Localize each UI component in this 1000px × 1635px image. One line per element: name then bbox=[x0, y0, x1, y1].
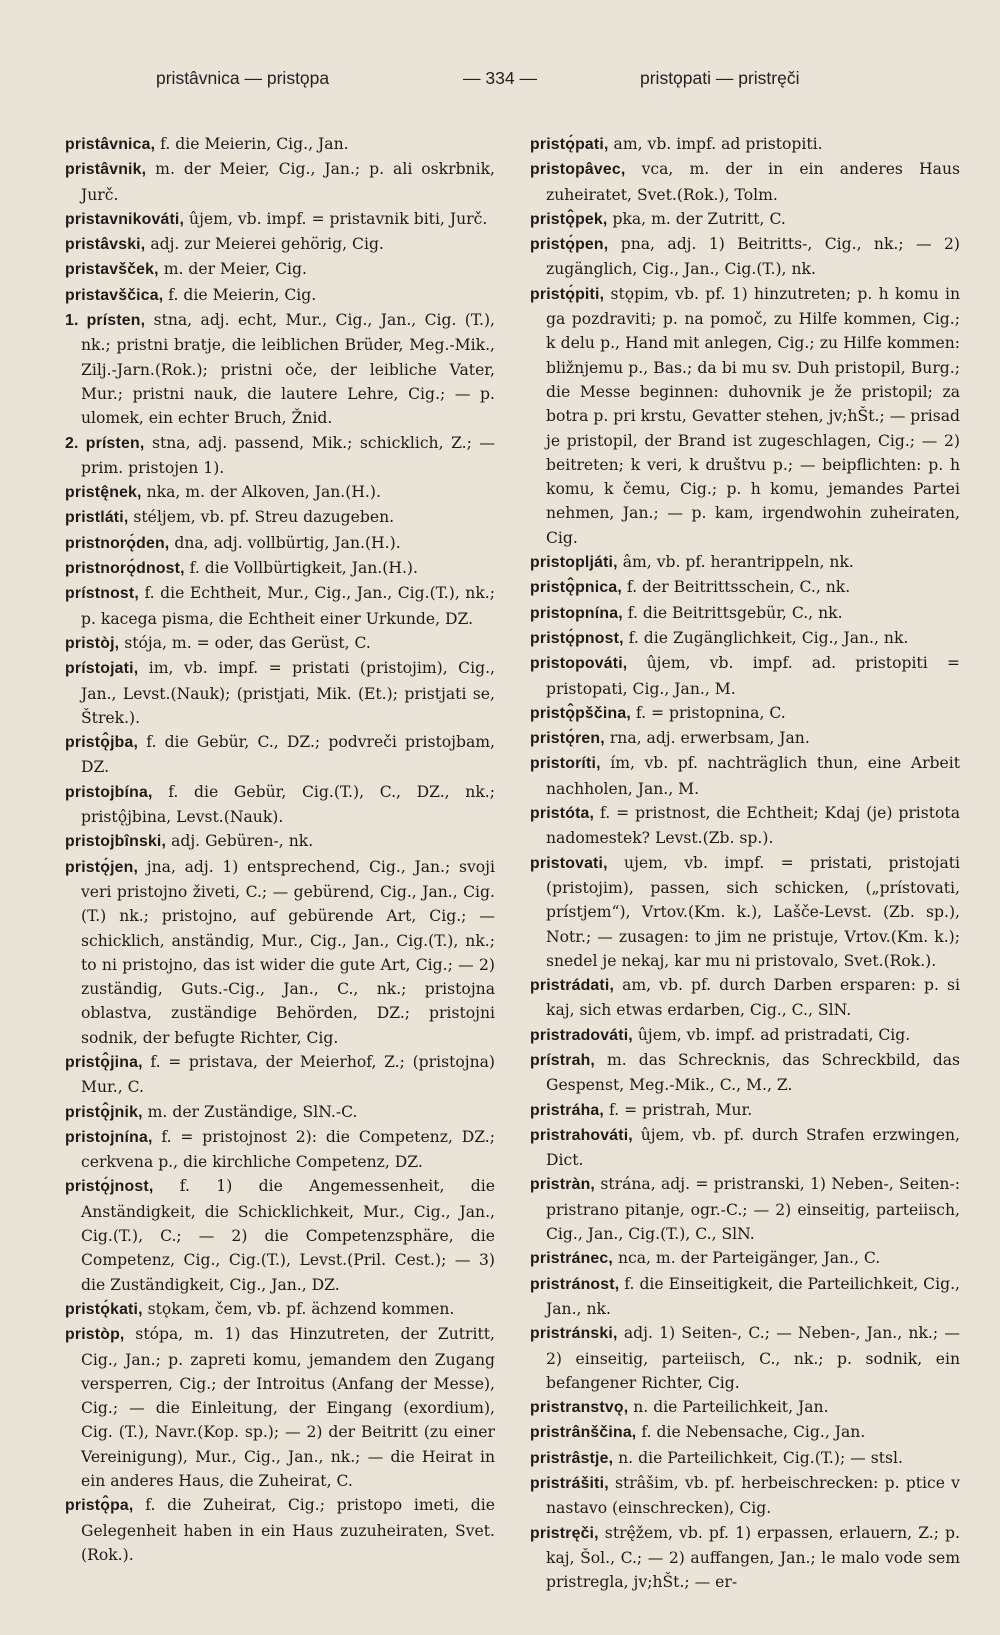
dictionary-entry bbox=[65, 207, 495, 232]
dictionary-entry bbox=[530, 1521, 960, 1595]
entry-definition: ûjem, vb. impf. ad pristradati, Cig. bbox=[632, 1025, 911, 1044]
dictionary-entry bbox=[530, 1246, 960, 1271]
dictionary-entry bbox=[530, 626, 960, 651]
dictionary-entry bbox=[65, 531, 495, 556]
entry-headword: pristǫ́kati, bbox=[65, 1300, 143, 1318]
dictionary-entry bbox=[530, 851, 960, 973]
entry-definition: ujem, vb. impf. = pristati, pristojati (pristojim), passen, sich schicken, („prístovati, prístjem“), Vrtov.(Km. k.), Lašče-Levst. (Zb. sp.), Notr.; — zusagen: to jim ne pristuje, Vrtov.(Km. k.); snedel je nekaj, kar mu ni pristovalo, Svet.(Rok.). bbox=[546, 853, 960, 970]
entry-headword: pristránski, bbox=[530, 1325, 618, 1343]
entry-definition: stója, m. = oder, das Gerüst, C. bbox=[119, 633, 371, 652]
dictionary-entry bbox=[65, 730, 495, 780]
entry-headword: prístnost, bbox=[65, 585, 139, 603]
dictionary-entry bbox=[530, 1321, 960, 1395]
dictionary-entry bbox=[65, 631, 495, 656]
dictionary-entry bbox=[530, 651, 960, 701]
dictionary-entry bbox=[65, 1174, 495, 1296]
entry-definition: adj. 1) Seiten-, C.; — Neben-, Jan., nk.; — 2) einseitig, parteiisch, C., nk.; p. sodnik, ein befangener Richter, Cig. bbox=[546, 1324, 960, 1392]
entry-definition: f. die Zugänglichkeit, Cig., Jan., nk. bbox=[623, 628, 909, 647]
entry-definition: dna, adj. vollbürtig, Jan.(H.). bbox=[169, 533, 401, 552]
dictionary-entry bbox=[65, 656, 495, 730]
entry-headword: pristnorǫ́dnost, bbox=[65, 560, 185, 578]
entry-definition: adj. Gebüren-, nk. bbox=[166, 832, 314, 851]
dictionary-entry bbox=[65, 855, 495, 1050]
entry-headword: pristavšček, bbox=[65, 261, 159, 279]
entry-headword: pristavnikováti, bbox=[65, 210, 185, 228]
dictionary-entry bbox=[530, 1172, 960, 1246]
entry-definition: f. die Meierin, Cig. bbox=[163, 285, 317, 304]
entry-headword: pristojbína, bbox=[65, 783, 153, 801]
dictionary-entry bbox=[65, 283, 495, 308]
entry-headword: prístrah, bbox=[530, 1051, 596, 1069]
dictionary-entry bbox=[530, 282, 960, 550]
entry-definition: strę̂žem, vb. pf. 1) erpassen, erlauern, Z.; p. kaj, Šol., C.; — 2) auffangen, Jan.; le malo vode sem pristregla, jv;hŠt.; — er- bbox=[546, 1523, 960, 1592]
entry-definition: f. die Gebür, Cig.(T.), C., DZ., nk.; pristǫ̂jbina, Levst.(Nauk). bbox=[81, 782, 495, 827]
entry-definition: f. die Echtheit, Mur., Cig., Jan., Cig.(T.), nk.; p. kacega pisma, die Echtheit einer Urkunde, DZ. bbox=[81, 584, 495, 628]
entry-headword: 2. prísten, bbox=[65, 434, 145, 452]
entry-definition: m. der Meier, Cig. bbox=[158, 260, 307, 279]
entry-definition: m. der Zuständige, SlN.-C. bbox=[142, 1102, 358, 1121]
entry-headword: pristránec, bbox=[530, 1250, 613, 1268]
entry-definition: n. die Parteilichkeit, Cig.(T.); — stsl. bbox=[613, 1448, 903, 1467]
dictionary-entry bbox=[65, 581, 495, 631]
entry-definition: f. die Einseitigkeit, die Parteilichkeit, Cig., Jan., nk. bbox=[546, 1274, 960, 1318]
entry-headword: 1. prísten, bbox=[65, 312, 146, 330]
entry-headword: pristopâvec, bbox=[530, 161, 626, 179]
entry-definition: ûjem, vb. impf. ad. pristopiti = pristopati, Cig., Jan., M. bbox=[546, 654, 960, 698]
dictionary-entry bbox=[530, 701, 960, 726]
dictionary-entry bbox=[65, 829, 495, 854]
entry-headword: pristǫ́jen, bbox=[65, 858, 139, 876]
entry-definition: f. = pristava, der Meierhof, Z.; (pristojna) Mur., C. bbox=[81, 1052, 495, 1097]
entry-definition: f. 1) die Angemessenheit, die Anständigkeit, die Schicklichkeit, Mur., Cig., Jan., Cig.(T.), C.; — 2) die Competenzsphäre, die Competenz, Cig., Cig.(T.), Levst.(Pril. Cest.); — 3) die Zuständigkeit, Cig., Jan., DZ. bbox=[81, 1177, 495, 1294]
entry-headword: pristojbînski, bbox=[65, 833, 167, 851]
header-left-guide: pristâvnica — pristǫpa bbox=[156, 68, 330, 88]
entry-headword: pristǫ́pati, bbox=[530, 136, 609, 153]
entry-headword: pristâvski, bbox=[65, 236, 146, 254]
entry-headword: pristóta, bbox=[530, 805, 595, 823]
entry-definition: f. die Gebür, C., DZ.; podvreči pristojbam, DZ. bbox=[81, 733, 495, 777]
dictionary-entry bbox=[65, 1100, 495, 1125]
entry-headword: pristǫ̂jina, bbox=[65, 1053, 143, 1071]
dictionary-entry bbox=[530, 1471, 960, 1521]
dictionary-entry bbox=[530, 1272, 960, 1322]
dictionary-entry bbox=[530, 1123, 960, 1173]
entry-definition: m. das Schrecknis, das Schreckbild, das Gespenst, Meg.-Mik., C., M., Z. bbox=[546, 1050, 960, 1095]
entry-headword: pristǫ́pnost, bbox=[530, 629, 624, 647]
entry-definition: f. = pristrah, Mur. bbox=[604, 1100, 753, 1119]
entry-headword: pristrášiti, bbox=[530, 1475, 609, 1493]
dictionary-entry bbox=[530, 232, 960, 282]
entry-definition: âm, vb. pf. herantrippeln, nk. bbox=[617, 553, 854, 572]
entry-headword: pristòp, bbox=[65, 1326, 125, 1344]
entry-definition: pna, adj. 1) Beitritts-, Cig., nk.; — 2) zugänglich, Cig., Jan., Cig.(T.), nk. bbox=[546, 235, 960, 279]
entry-headword: pristráha, bbox=[530, 1101, 604, 1119]
entry-definition: f. = pristnost, die Echtheit; Kdaj (je) pristota nadomestek? Levst.(Zb. sp.). bbox=[546, 804, 960, 848]
dictionary-entry bbox=[530, 801, 960, 851]
entry-headword: pristǫ̂pa, bbox=[65, 1497, 134, 1515]
dictionary-entry bbox=[65, 556, 495, 581]
dictionary-entry bbox=[530, 1098, 960, 1123]
dictionary-entry bbox=[65, 1050, 495, 1100]
entry-headword: pristláti, bbox=[65, 509, 129, 527]
dictionary-entry bbox=[530, 751, 960, 801]
dictionary-entry bbox=[65, 232, 495, 257]
entry-definition: pka, m. der Zutritt, C. bbox=[607, 209, 786, 228]
entry-definition: f. der Beitrittsschein, C., nk. bbox=[621, 578, 851, 597]
entry-headword: pristǫ́jnost, bbox=[65, 1178, 154, 1196]
entry-headword: pristǫ́pen, bbox=[530, 236, 609, 254]
dictionary-entry bbox=[530, 132, 960, 157]
entry-definition: jna, adj. 1) entsprechend, Cig., Jan.; svoji veri pristojno živeti, C.; — gebürend, Cig., Jan., Cig.(T.) nk.; pristojno, auf gebürende Art, Cig.; — schicklich, anständig, Mur., Cig., Jan., Cig.(T.), nk.; to ni pristojno, das ist wider die gute Art, Cig.; — 2) zuständig, Guts.-Cig., Jan., C., nk.; pristojna oblastva, zuständige Behörden, DZ.; pristojni sodnik, der befugte Richter, Cig. bbox=[81, 857, 495, 1047]
entry-headword: pristopováti, bbox=[530, 655, 628, 673]
entry-definition: stna, adj. echt, Mur., Cig., Jan., Cig. (T.), nk.; pristni bratje, die leiblichen Brüder, Meg.-Mik., Zilj.-Jarn.(Rok.); pristni oče, der leibliche Vater, Mur.; pristni nauk, die lautere Lehre, Cig.; — p. ulomek, ein echter Bruch, Žnid. bbox=[81, 311, 495, 428]
entry-headword: pristránost, bbox=[530, 1275, 620, 1293]
entry-definition: f. die Beitrittsgebür, C., nk. bbox=[622, 603, 843, 622]
dictionary-entry bbox=[65, 157, 495, 207]
entry-headword: pristovati, bbox=[530, 854, 608, 872]
entry-definition: vca, m. der in ein anderes Haus zuheiratet, Svet.(Rok.), Tolm. bbox=[546, 160, 960, 204]
entry-headword: pristǫ́piti, bbox=[530, 285, 605, 303]
entry-definition: nca, m. der Parteigänger, Jan., C. bbox=[612, 1249, 881, 1268]
entry-headword: pristǫ̂pnica, bbox=[530, 579, 622, 597]
dictionary-entry bbox=[530, 575, 960, 600]
dictionary-entry bbox=[530, 726, 960, 751]
dictionary-entry bbox=[530, 1048, 960, 1098]
dictionary-entry bbox=[530, 1395, 960, 1420]
right-column bbox=[530, 132, 960, 1595]
entry-definition: f. die Vollbürtigkeit, Jan.(H.). bbox=[184, 559, 418, 578]
entry-definition: m. der Meier, Cig., Jan.; p. ali oskrbnik, Jurč. bbox=[81, 160, 495, 204]
entry-headword: pristręči, bbox=[530, 1524, 599, 1542]
dictionary-entry bbox=[65, 431, 495, 481]
dictionary-entry bbox=[65, 1493, 495, 1567]
entry-headword: pristrahováti, bbox=[530, 1126, 633, 1144]
entry-definition: am, vb. pf. durch Darben ersparen: p. si kaj, sich etwas erdarben, Cig., C., SlN. bbox=[546, 976, 960, 1020]
entry-headword: pristrânščina, bbox=[530, 1424, 637, 1442]
entry-definition: rna, adj. erwerbsam, Jan. bbox=[604, 729, 810, 748]
entry-headword: pristâvnik, bbox=[65, 161, 147, 179]
entry-headword: pristǫ́ren, bbox=[530, 730, 605, 748]
dictionary-entry bbox=[65, 480, 495, 505]
entry-headword: pristǫ̂jba, bbox=[65, 734, 139, 752]
dictionary-entry bbox=[65, 1322, 495, 1493]
entry-definition: f. die Zuheirat, Cig.; pristopo imeti, die Gelegenheit haben in ein Haus zuzuheiraten, Svet.(Rok.). bbox=[81, 1496, 495, 1564]
entry-headword: pristranstvǫ, bbox=[530, 1399, 629, 1417]
entry-definition: stǫkam, čem, vb. pf. ächzend kommen. bbox=[142, 1299, 455, 1318]
entry-definition: ûjem, vb. impf. = pristavnik biti, Jurč. bbox=[184, 209, 488, 228]
entry-definition: f. die Nebensache, Cig., Jan. bbox=[636, 1423, 866, 1442]
dictionary-entry bbox=[530, 550, 960, 575]
header-right-guide: pristǫpati — pristręči bbox=[640, 68, 800, 88]
entry-definition: stéljem, vb. pf. Streu dazugeben. bbox=[128, 508, 395, 527]
entry-headword: pristę̂nek, bbox=[65, 484, 142, 502]
dictionary-entry bbox=[65, 780, 495, 830]
entry-headword: prístojati, bbox=[65, 660, 139, 678]
entry-headword: pristavščica, bbox=[65, 286, 164, 304]
page-number: — 334 — bbox=[463, 68, 537, 88]
left-column bbox=[65, 132, 495, 1567]
page-header bbox=[0, 68, 1000, 98]
entry-definition: f. = pristopnina, C. bbox=[630, 703, 786, 722]
dictionary-entry bbox=[65, 308, 495, 430]
dictionary-entry bbox=[65, 505, 495, 530]
entry-headword: pristradováti, bbox=[530, 1026, 633, 1044]
entry-headword: pristǫ̂jnik, bbox=[65, 1103, 143, 1121]
entry-definition: im, vb. impf. = pristati (pristojim), Cig., Jan., Levst.(Nauk); (pristjati, Mik. (Et.); pristjati se, Štrek.). bbox=[81, 659, 495, 727]
dictionary-entry bbox=[530, 601, 960, 626]
dictionary-entry bbox=[530, 973, 960, 1023]
entry-definition: stna, adj. passend, Mik.; schicklich, Z.; — prim. pristojen 1). bbox=[81, 433, 496, 477]
entry-headword: pristnorǫ́den, bbox=[65, 534, 170, 552]
entry-headword: pristràn, bbox=[530, 1176, 596, 1194]
entry-definition: adj. zur Meierei gehörig, Cig. bbox=[145, 235, 384, 254]
entry-headword: pristòj, bbox=[65, 634, 120, 652]
entry-headword: pristâvnica, bbox=[65, 136, 156, 153]
entry-headword: pristoríti, bbox=[530, 755, 601, 773]
entry-definition: nka, m. der Alkoven, Jan.(H.). bbox=[141, 483, 381, 502]
entry-headword: pristrâstje, bbox=[530, 1449, 614, 1467]
entry-definition: am, vb. impf. ad pristopiti. bbox=[608, 135, 823, 153]
entry-definition: stópa, m. 1) das Hinzutreten, der Zutritt, Cig., Jan.; p. zapreti komu, jemandem den Zugang versperren, Cig.; der Introitus (Anfang der Messe), Cig.; — die Einleitung, der Eingang (exordium), Cig. (T.), Navr.(Kop. sp.); — 2) der Beitritt (zu einer Vereinigung), Mur., Cig., Jan., nk.; — die Heirat in ein anderes Haus, die Zuheirat, C. bbox=[81, 1325, 495, 1491]
dictionary-entry bbox=[530, 1446, 960, 1471]
dictionary-entry bbox=[65, 1297, 495, 1322]
dictionary-entry bbox=[530, 1023, 960, 1048]
dictionary-entry bbox=[65, 1125, 495, 1175]
entry-definition: strâšim, vb. pf. herbeischrecken: p. ptice v nastavo (einschrecken), Cig. bbox=[546, 1474, 960, 1518]
entry-headword: pristojnína, bbox=[65, 1128, 153, 1146]
entry-definition: ím, vb. pf. nachträglich thun, eine Arbeit nachholen, Jan., M. bbox=[546, 754, 960, 798]
entry-definition: f. die Meierin, Cig., Jan. bbox=[155, 135, 349, 153]
dictionary-entry bbox=[65, 257, 495, 282]
dictionary-entry bbox=[530, 157, 960, 207]
entry-headword: pristǫ̂pščina, bbox=[530, 704, 631, 722]
dictionary-entry bbox=[530, 207, 960, 232]
entry-definition: ûjem, vb. pf. durch Strafen erzwingen, Dict. bbox=[546, 1125, 960, 1170]
entry-definition: f. = pristojnost 2): die Competenz, DZ.; cerkvena p., die kirchliche Competenz, DZ. bbox=[81, 1127, 495, 1172]
entry-headword: pristǫ̂pek, bbox=[530, 210, 608, 228]
entry-definition: stǫpim, vb. pf. 1) hinzutreten; p. h komu in ga pozdraviti; p. na pomoč, zu Hilfe kommen, Cig.; k delu p., Hand mit anlegen, Cig.; zu Hilfe kommen: bližnjemu p., Bas.; da bi mu sv. Duh pristopil, Burg.; die Messe beginnen: duhovnik je že pristopil; za botra p. pri krstu, Gevatter stehen, jv;hŠt.; — prisad je pristopil, der Brand ist zugeschlagen, Cig.; — 2) beitreten; k veri, k društvu p.; — beipflichten: p. h komu, k čemu, Cig.; p. h komu, jemandes Partei nehmen, Jan.; — p. kam, irgendwohin zuheiraten, Cig. bbox=[546, 284, 960, 547]
entry-definition: n. die Parteilichkeit, Jan. bbox=[628, 1398, 829, 1417]
entry-headword: pristopnína, bbox=[530, 604, 623, 622]
entry-headword: pristrádati, bbox=[530, 977, 615, 995]
dictionary-entry bbox=[530, 1420, 960, 1445]
entry-headword: pristopljáti, bbox=[530, 554, 618, 572]
dictionary-entry bbox=[65, 132, 495, 157]
entry-definition: strána, adj. = pristranski, 1) Neben-, Seiten-: pristrano pitanje, ogr.-C.; — 2) einseitig, parteiisch, Cig., Jan., Cig.(T.), C., SlN. bbox=[546, 1175, 960, 1244]
